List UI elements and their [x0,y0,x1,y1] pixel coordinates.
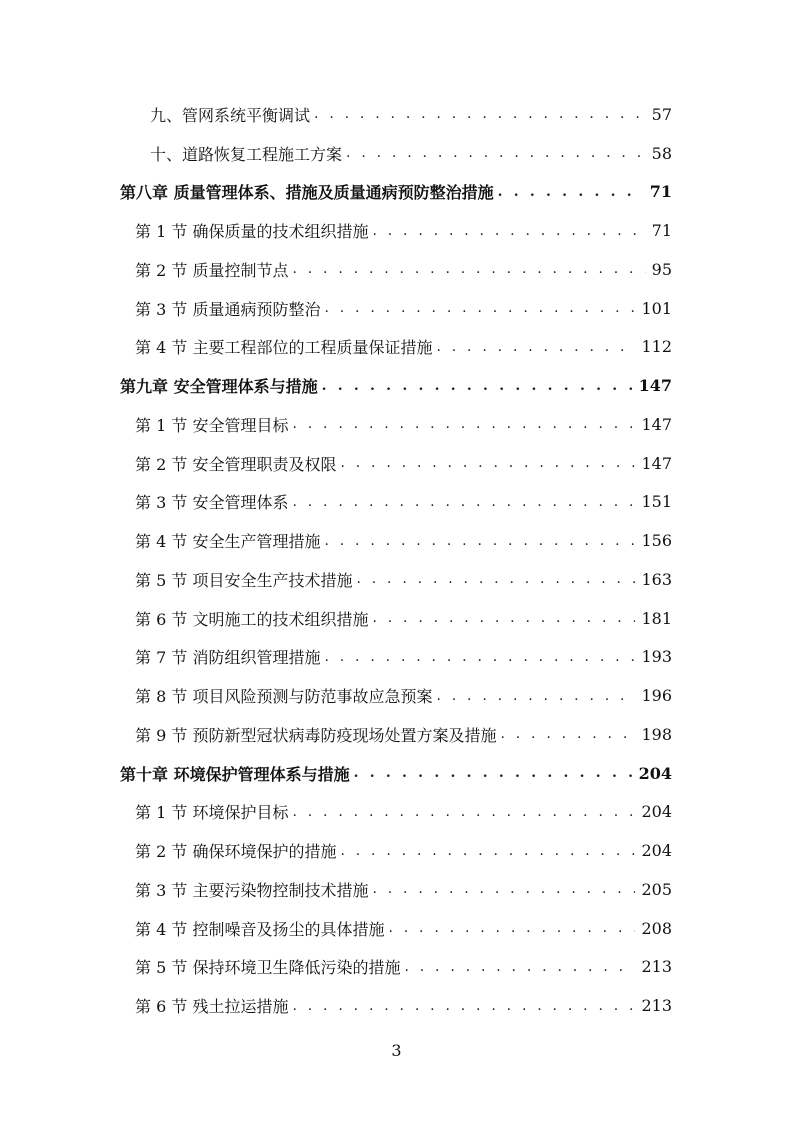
toc-entry-section[interactable] [0,870,793,909]
toc-entry-page: 213 [641,996,672,1016]
toc-entry-section[interactable] [0,715,793,754]
dot-leader [292,998,635,1014]
toc-entry-label: 第 6 节 文明施工的技术组织措施 [135,609,369,629]
toc-entry-page: 193 [641,647,672,667]
toc-entry-page: 95 [651,259,672,279]
toc-entry-label: 第 4 节 安全生产管理措施 [135,532,321,552]
toc-entry-section[interactable] [0,405,793,444]
toc-entry-page: 147 [641,453,672,473]
toc-entry-page: 58 [651,143,672,163]
dot-leader [354,765,633,781]
toc-entry-page: 205 [641,879,672,899]
toc-entry-page: 112 [641,337,672,357]
toc-entry-section[interactable] [0,250,793,289]
toc-entry-chapter[interactable] [0,173,793,212]
toc-entry-section[interactable] [0,909,793,948]
toc-entry-page: 71 [651,221,672,241]
dot-leader [324,649,635,665]
toc-entry-page: 204 [638,763,672,783]
toc-entry-page: 204 [641,802,672,822]
toc-entry-section[interactable] [0,211,793,250]
toc-entry-label: 第 4 节 控制噪音及扬尘的具体措施 [135,919,385,939]
toc-entry-label: 第 6 节 残土拉运措施 [135,997,289,1017]
toc-entry-label: 十、道路恢复工程施工方案 [150,144,343,164]
toc-entry-page: 151 [641,492,672,512]
dot-leader [314,106,646,122]
dot-leader [436,339,635,355]
toc-entry-label: 第 5 节 项目安全生产技术措施 [135,570,353,590]
dot-leader [324,300,635,316]
dot-leader [436,688,635,704]
toc-entry-label: 第九章 安全管理体系与措施 [120,377,318,397]
dot-leader [322,378,633,394]
toc-entry-sub[interactable] [0,95,793,134]
toc-entry-label: 第 3 节 主要污染物控制技术措施 [135,880,369,900]
dot-leader [500,726,635,742]
toc-entry-section[interactable] [0,986,793,1025]
dot-leader [292,494,635,510]
toc-entry-section[interactable] [0,793,793,832]
toc-entry-label: 第 9 节 预防新型冠状病毒防疫现场处置方案及措施 [135,725,497,745]
page-number: 3 [391,1041,402,1060]
toc-entry-section[interactable] [0,831,793,870]
toc-entry-section[interactable] [0,444,793,483]
toc-entry-label: 第八章 质量管理体系、措施及质量通病预防整治措施 [120,183,494,203]
toc-entry-page: 213 [641,957,672,977]
dot-leader [356,571,635,587]
toc-entry-label: 第 2 节 安全管理职责及权限 [135,454,337,474]
toc-entry-section[interactable] [0,289,793,328]
toc-entry-page: 196 [641,686,672,706]
dot-leader [404,959,635,975]
dot-leader [292,416,635,432]
toc-entry-page: 204 [641,841,672,861]
dot-leader [372,610,635,626]
toc-entry-label: 第 8 节 项目风险预测与防范事故应急预案 [135,687,433,707]
dot-leader [324,533,635,549]
toc-entry-section[interactable] [0,676,793,715]
dot-leader [372,881,635,897]
dot-leader [346,145,646,161]
toc-entry-page: 101 [641,298,672,318]
toc-entry-label: 第 2 节 确保环境保护的措施 [135,842,337,862]
toc-entry-label: 第 1 节 安全管理目标 [135,415,289,435]
toc-entry-section[interactable] [0,599,793,638]
toc-entry-chapter[interactable] [0,754,793,793]
toc-entry-label: 第 5 节 保持环境卫生降低污染的措施 [135,958,401,978]
toc-entry-label: 第 1 节 确保质量的技术组织措施 [135,222,369,242]
toc-entry-label: 九、管网系统平衡调试 [150,105,311,125]
toc-entry-label: 第 2 节 质量控制节点 [135,260,289,280]
toc-entry-label: 第 1 节 环境保护目标 [135,803,289,823]
dot-leader [340,455,635,471]
toc-entry-label: 第 3 节 安全管理体系 [135,493,289,513]
toc-entry-section[interactable] [0,560,793,599]
toc-entry-chapter[interactable] [0,366,793,405]
toc-entry-page: 71 [649,182,672,202]
toc-entry-section[interactable] [0,948,793,987]
toc-entry-section[interactable] [0,483,793,522]
dot-leader [292,261,645,277]
dot-leader [388,920,635,936]
toc-entry-page: 147 [641,414,672,434]
toc-entry-page: 181 [641,608,672,628]
toc-entry-page: 57 [651,104,672,124]
dot-leader [372,223,645,239]
dot-leader [340,843,635,859]
toc-entry-label: 第 3 节 质量通病预防整治 [135,299,321,319]
toc-entry-section[interactable] [0,521,793,560]
toc-entry-page: 198 [641,724,672,744]
toc-entry-section[interactable] [0,638,793,677]
toc-entry-page: 156 [641,531,672,551]
toc-entry-label: 第 4 节 主要工程部位的工程质量保证措施 [135,338,433,358]
toc-entry-label: 第 7 节 消防组织管理措施 [135,648,321,668]
dot-leader [498,184,644,200]
toc-entry-label: 第十章 环境保护管理体系与措施 [120,764,350,784]
toc-entry-page: 147 [638,376,672,396]
toc-entry-page: 163 [641,569,672,589]
table-of-contents [0,95,793,1025]
toc-entry-sub[interactable] [0,134,793,173]
toc-entry-section[interactable] [0,328,793,367]
dot-leader [292,804,635,820]
toc-entry-page: 208 [641,918,672,938]
